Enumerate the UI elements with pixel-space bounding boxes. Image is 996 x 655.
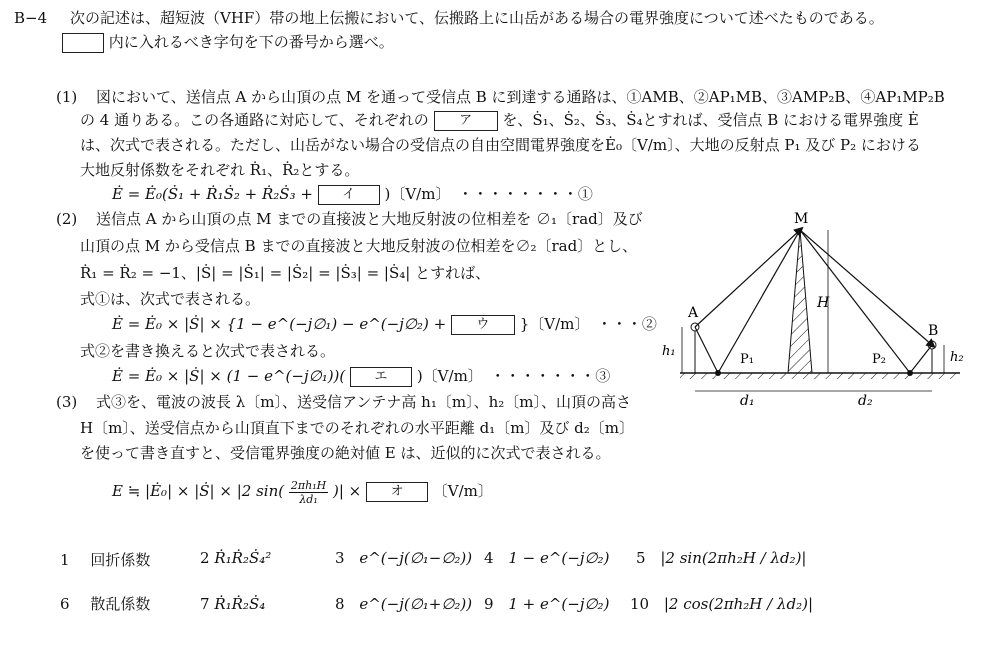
label-d1: d₁: [740, 393, 755, 409]
part1-line-3: は、次式で表される。ただし、山岳がない場合の受信点の自由空間電界強度をĖ₀〔V/m〕、大地の反射点 P₁ 及び P₂ における: [80, 136, 921, 154]
option-7: [200, 594, 265, 614]
option-text: 1 + e^(−j∅₂): [508, 595, 610, 613]
option-text: 1 − e^(−j∅₂): [508, 549, 610, 567]
option-5: [636, 548, 806, 568]
label-m: M: [794, 211, 809, 227]
option-number: 6: [60, 595, 70, 613]
reflection-point-p2: [907, 370, 913, 376]
part3-line-3: を使って書き直すと、受信電界強度の絶対値 E は、近似的に次式で表される。: [80, 444, 611, 462]
equation-4-middle: )| ×: [332, 482, 362, 500]
option-1: [60, 550, 150, 570]
option-number: 10: [630, 595, 650, 613]
part1-line-2: [80, 110, 919, 131]
part3-number: (3): [56, 393, 78, 411]
option-text: |2 sin(2πh₂H / λd₂)|: [660, 549, 807, 567]
intro-line-2: [62, 32, 394, 53]
option-2: [200, 548, 271, 568]
intro-line-1: 次の記述は、超短波（VHF）帯の地上伝搬において、伝搬路上に山岳がある場合の電界強度について述べたものである。: [70, 9, 884, 27]
option-number: 8: [335, 595, 345, 613]
blank-e: エ: [350, 367, 412, 387]
part1-line-1: 図において、送信点 A から山頂の点 M を通って受信点 B に到達する通路は、①AMB、②AP₁MB、③AMP₂B、④AP₁MP₂B: [96, 88, 945, 106]
option-text: Ṙ₁Ṙ₂Ṡ₄²: [214, 549, 272, 567]
option-10: [630, 594, 813, 614]
label-p1: P₁: [740, 352, 754, 367]
part3-line-2: H〔m〕、送受信点から山頂直下までのそれぞれの水平距離 d₁〔m〕及び d₂〔m〕: [80, 419, 635, 437]
label-h1: h₁: [662, 344, 676, 359]
equation-4-left: E ≒ |Ė₀| × |Ṡ| × |2 sin(: [112, 482, 285, 500]
part2-line-2: 山頂の点 M から受信点 B までの直接波と大地反射波の位相差を∅₂〔rad〕とし、: [80, 237, 638, 255]
option-text: Ṙ₁Ṙ₂Ṡ₄: [214, 595, 266, 613]
ray-a-m: [695, 230, 800, 327]
part1-line-4: 大地反射係数をそれぞれ Ṙ₁、Ṙ₂とする。: [80, 161, 360, 179]
label-p2: P₂: [872, 352, 886, 367]
option-number: 1: [60, 551, 70, 569]
option-text: 回折係数: [90, 551, 151, 569]
ray-m-b: [800, 230, 932, 345]
ray-a-p1: [695, 327, 718, 373]
mountain-shape: [788, 230, 812, 373]
label-b: B: [928, 323, 939, 339]
label-d2: d₂: [858, 393, 873, 409]
problem-id: B−4: [14, 9, 48, 27]
option-number: 4: [484, 549, 494, 567]
part2-line-3: Ṙ₁ = Ṙ₂ = −1、|Ṡ| = |Ṡ₁| = |Ṡ₂| = |Ṡ₃| = |Ṡ₄| とすれば、: [80, 264, 491, 282]
blank-o: オ: [366, 482, 428, 502]
option-text: e^(−j(∅₁+∅₂)): [359, 595, 473, 613]
label-a: A: [688, 305, 699, 321]
option-9: [484, 594, 609, 614]
equation-3-left: Ė = Ė₀ × |Ṡ| × (1 − e^(−j∅₁))(: [112, 367, 346, 385]
option-number: 5: [636, 549, 646, 567]
part1-number: (1): [56, 88, 78, 106]
option-number: 3: [335, 549, 345, 567]
blank-example-box: [62, 33, 104, 53]
option-4: [484, 548, 609, 568]
ray-p1-m: [718, 230, 800, 373]
equation-4-unit: 〔V/m〕: [432, 482, 493, 500]
equation-2-left: Ė = Ė₀ × |Ṡ| × {1 − e^(−j∅₁) − e^(−j∅₂) +: [112, 315, 447, 333]
part2-line-5: 式②を書き換えると次式で表される。: [80, 342, 336, 360]
equation-4: [112, 474, 493, 508]
part2-line-1: 送信点 A から山頂の点 M までの直接波と大地反射波の位相差を ∅₁〔rad〕及び: [96, 210, 643, 228]
blank-u: ウ: [451, 315, 515, 335]
equation-1-right: )〔V/m〕 ・・・・・・・・①: [384, 185, 593, 203]
mountain-propagation-diagram: [660, 205, 980, 410]
part2-number: (2): [56, 210, 78, 228]
part2-line-4: 式①は、次式で表される。: [80, 290, 261, 308]
label-h: H: [817, 295, 830, 311]
equation-3-right: )〔V/m〕 ・・・・・・・③: [416, 367, 611, 385]
option-number: 2: [200, 549, 210, 567]
equation-4-denominator: λd₁: [299, 492, 318, 506]
equation-1: [112, 184, 593, 205]
equation-4-numerator: 2πh₁H: [290, 478, 327, 492]
label-h2: h₂: [950, 350, 964, 365]
intro-line-2-text: 内に入れるべき字句を下の番号から選べ。: [108, 33, 394, 51]
equation-2-right: }〔V/m〕 ・・・②: [519, 315, 657, 333]
option-number: 9: [484, 595, 494, 613]
part3-line-1: 式③を、電波の波長 λ〔m〕、送受信アンテナ高 h₁〔m〕、h₂〔m〕、山頂の高さ: [96, 393, 631, 411]
equation-3: [112, 366, 610, 387]
equation-1-left: Ė = Ė₀(Ṡ₁ + Ṙ₁Ṡ₂ + Ṙ₂Ṡ₃ +: [112, 185, 313, 203]
option-text: |2 cos(2πh₂H / λd₂)|: [663, 595, 813, 613]
part1-line-2b: を、Ṡ₁、Ṡ₂、Ṡ₃、Ṡ₄とすれば、受信点 B における電界強度 Ė: [502, 111, 919, 129]
equation-2: [112, 314, 657, 335]
option-text: 散乱係数: [90, 595, 151, 613]
option-6: [60, 594, 150, 614]
part1-line-2a: の 4 通りある。この各通路に対応して、それぞれの: [80, 111, 429, 129]
reflection-point-p1: [715, 370, 721, 376]
ground-hatch: [680, 373, 960, 379]
option-3: [335, 548, 472, 568]
equation-4-fraction: [289, 479, 328, 506]
blank-i: イ: [318, 185, 380, 205]
option-8: [335, 594, 472, 614]
option-number: 7: [200, 595, 210, 613]
blank-a: ア: [434, 111, 498, 131]
ray-p2-b: [910, 345, 932, 373]
option-text: e^(−j(∅₁−∅₂)): [359, 549, 473, 567]
